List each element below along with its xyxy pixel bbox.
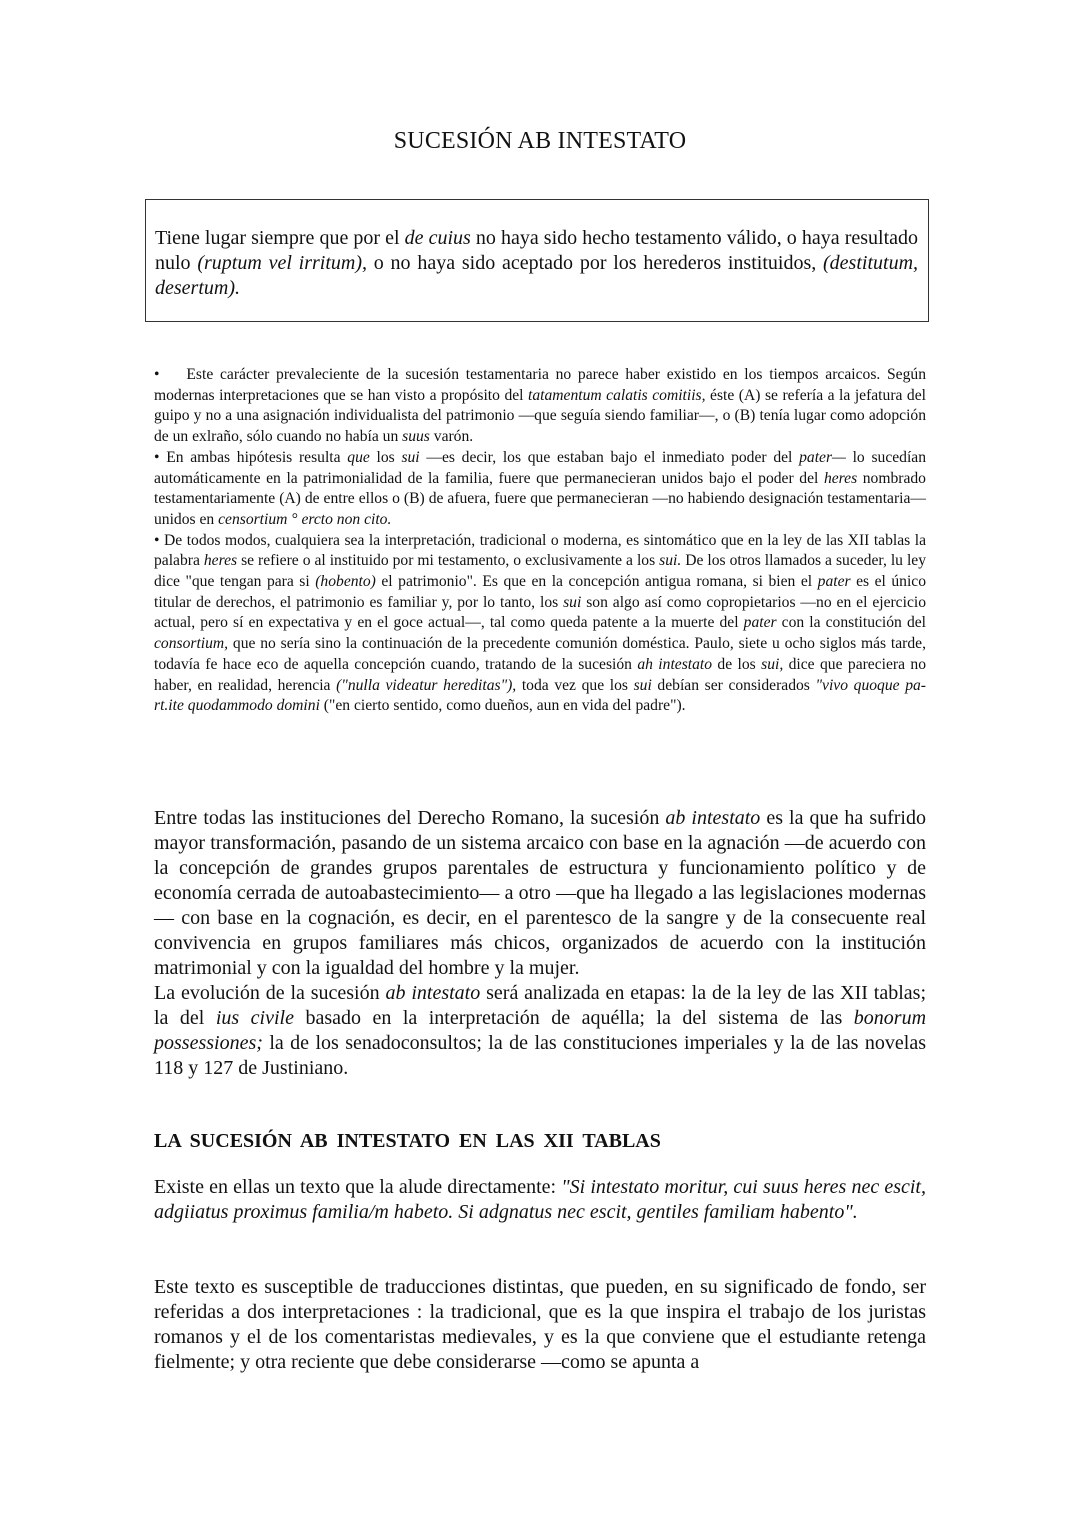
text-run: basado en la interpretación de aquélla; la del sistema de las [293, 1007, 854, 1029]
body-paragraph-4 [154, 1275, 926, 1375]
text-run: nombrado testamentariamente (A) de entre ellos o (B) de afuera, fuere que permanecieran —no habiendo designación testamentaria— unidos en [154, 469, 926, 528]
text-run: que no sería sino la continuación de la precedente comunión doméstica. Paulo, siete u ocho siglos más tarde, todavía fe hace eco de aquella concepción cuando, tratando de la sucesión [154, 635, 926, 673]
text-run: varón. [429, 428, 474, 446]
body-paragraphs-1 [154, 806, 926, 1081]
italic-run: (destitutum, desertum). [155, 252, 919, 299]
text-run: De los otros llamados a suceder, lu ley dice "que tengan para si [154, 552, 926, 591]
italic-run: heres [823, 469, 858, 487]
italic-run: bonorum possessiones; [154, 1007, 927, 1054]
text-run: De todos modos, cualquiera sea la interpretación, tradicional o moderna, es sintomático que en la ley de las XII tablas la palabra [154, 531, 926, 570]
italic-run: ab intestato [665, 807, 761, 829]
page-title: SUCESIÓN AB INTESTATO [393, 128, 687, 154]
definition-text [155, 226, 918, 301]
section-heading: LA SUCESIÓN AB INTESTATO EN LAS XII TABLAS [154, 1130, 661, 1152]
text-run: el patrimonio". Es que en la concepción antigua romana, si bien el [375, 573, 818, 591]
text-run: será analizada en etapas: la de la ley de las XII tablas; la del [154, 982, 926, 1029]
text-run: los [369, 448, 402, 466]
italic-run: heres [203, 552, 238, 570]
italic-run: de cuius [404, 227, 471, 249]
text-run: o no haya sido aceptado por los herederos instituidos, [367, 252, 824, 274]
text-run: dice que pareciera no haber, en realidad, herencia [154, 655, 926, 694]
text-run: Este texto es susceptible de traducciones distintas, que pueden, en su significado de fondo, ser referidas a dos interpretaciones : la tradicional, que es la que inspira el trabajo de los juristas romanos y el de los comentaristas medievales, y es la que conviene que el estudiante retenga fielmente; y otra reciente que debe considerarse —como se apunta a [154, 1276, 926, 1373]
italic-run: (ruptum vel irritum), [197, 252, 367, 274]
text-run: Este carácter prevaleciente de la sucesión testamentaria no parece haber existido en los tiempos arcaicos. Según modernas interpretaciones que se han visto a propósito del [154, 366, 926, 404]
text-run: éste (A) se refería a la jefatura del guipo y no a una asignación individualista del patrimonio —que seguía siendo familiar—, o (B) tenía lugar como adopción de un exlraño, sólo cuando no había un [154, 386, 926, 446]
text-run: de los [712, 655, 762, 673]
text-run: no haya sido hecho testamento válido, o haya resultado nulo [155, 227, 919, 274]
text-run: —es decir, los que estaban bajo el inmediato poder del [419, 448, 800, 466]
italic-run: que [347, 448, 370, 466]
text-run: debían ser considerados [651, 676, 816, 694]
bullet-notes [154, 365, 926, 717]
italic-run: sui [401, 448, 420, 466]
italic-run: ius civile [215, 1007, 294, 1029]
paragraph-1 [154, 806, 926, 981]
italic-run: pater [817, 573, 851, 591]
italic-run: sui [563, 593, 582, 611]
italic-run: suus [402, 428, 430, 446]
italic-run: pater— [799, 448, 846, 466]
italic-run: sui, [761, 655, 784, 673]
text-run: Existe en ellas un texto que la alude directamente: [154, 1176, 562, 1198]
text-run: lo sucedían automáticamente en la patrimonialidad de la familia, fuere que permanecieran unidos bajo el poder del [154, 448, 927, 487]
italic-run: censortium ° ercto non cito. [218, 510, 392, 528]
text-run: Entre todas las instituciones del Derecho Romano, la sucesión [154, 807, 666, 829]
text-run: En ambas hipótesis resulta [166, 448, 348, 466]
paragraph-3 [154, 1175, 926, 1225]
bullet-marker: • [154, 531, 160, 549]
paragraph-4 [154, 1275, 926, 1375]
text-run: son algo así como copropietarios —no en el ejercicio actual, pero sí en expectativa y en el goce actual—, tal como queda patente a la muerte del [154, 593, 926, 632]
italic-run: ("nulla videatur hereditas"), [336, 676, 517, 694]
italic-run: "vivo quoque pa-rt.ite quodammodo domini [154, 676, 926, 715]
bullet-item-3 [154, 531, 926, 717]
italic-run: "Si intestato moritur, cui suus heres nec escit, adgiiatus proximus familia/m habeto. Si adgnatus nec escit, gentiles familiam habento". [154, 1176, 926, 1223]
text-run: se refiere o al instituido por mi testamento, o exclusivamente a los [237, 552, 660, 570]
text-run: la de los senadoconsultos; la de las constituciones imperiales y la de las novelas 118 y 127 de Justiniano. [154, 1032, 926, 1079]
text-run: con la constitución del [776, 614, 926, 632]
italic-run: sui [633, 676, 652, 694]
text-run: ("en cierto sentido, como dueños, aun en vida del padre"). [319, 697, 686, 715]
text-run: es el único titular de derechos, el patrimonio es familiar y, por lo tanto, los [154, 573, 926, 611]
italic-run: tatamentum calatis comitiis, [528, 386, 706, 404]
text-run: toda vez que los [516, 676, 634, 694]
text-run: La evolución de la sucesión [154, 982, 386, 1004]
italic-run: sui. [659, 552, 682, 570]
definition-box [145, 199, 929, 322]
bullet-marker: • [154, 366, 160, 383]
text-run: Tiene lugar siempre que por el [155, 227, 405, 249]
italic-run: pater [743, 614, 777, 632]
italic-run: (hobento) [315, 573, 376, 591]
bullet-marker: • [154, 448, 160, 466]
italic-run: ah intestato [637, 655, 713, 673]
bullet-item-1 [154, 365, 926, 448]
italic-run: ab intestato [385, 982, 481, 1004]
body-paragraph-3 [154, 1175, 926, 1225]
paragraph-2 [154, 981, 926, 1081]
text-run: es la que ha sufrido mayor transformación, pasando de un sistema arcaico con base en la agnación —de acuerdo con la concepción de grandes grupos parentales de estructura y funcionamiento político y de economía cerrada de autoabastecimiento— a otro —que ha llegado a las legislaciones modernas— con base en la cognación, es decir, en el parentesco de la sangre y de la consecuente real convivencia en grupos familiares más chicos, organizados de acuerdo con la institución matrimonial y con la igualdad del hombre y la mujer. [154, 807, 926, 979]
italic-run: consortium, [154, 635, 229, 653]
bullet-item-2 [154, 448, 926, 531]
